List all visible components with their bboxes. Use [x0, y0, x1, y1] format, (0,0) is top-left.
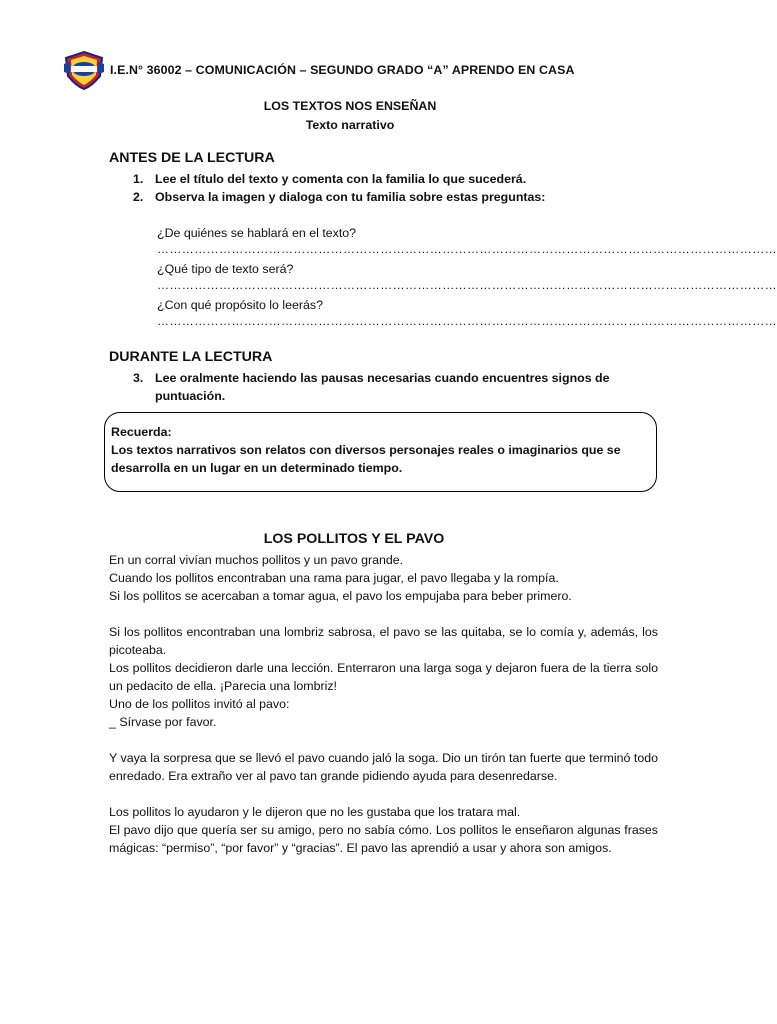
title-block — [0, 97, 700, 135]
paragraph-gap — [109, 785, 658, 803]
subtitle: Texto narrativo — [305, 118, 395, 132]
answer-line-2[interactable]: …………………………………………………………………………………………………………………………………… — [157, 278, 777, 292]
school-header-text: I.E.N° 36002 – COMUNICACIÓN – SEGUNDO GRADO “A” APRENDO EN CASA — [110, 63, 575, 77]
recuerda-label: Recuerda: — [111, 425, 172, 439]
document-header — [62, 50, 575, 90]
story-paragraph: El pavo dijo que quería ser su amigo, pero no sabía cómo. Los pollitos le enseñaron algunas frases mágicas: “permiso”, “por favor” y “gracias”. El pavo las aprendió a usar y ahora son amigos. — [109, 823, 658, 855]
answer-line-1[interactable]: …………………………………………………………………………………………………………………………………… — [157, 242, 777, 256]
paragraph-gap — [109, 731, 658, 749]
story-paragraph: _ Sírvase por favor. — [109, 715, 217, 729]
durante-heading: DURANTE LA LECTURA — [109, 349, 273, 365]
list-item-text: Lee oralmente haciendo las pausas necesarias cuando encuentres signos de — [155, 371, 610, 385]
question-1: ¿De quiénes se hablará en el texto? — [157, 226, 357, 240]
story-paragraph: Cuando los pollitos encontraban una rama para jugar, el pavo llegaba y la rompía. — [109, 571, 559, 585]
story-paragraph: Los pollitos decidieron darle una lección. Enterraron una larga soga y dejaron fuera de la tierra solo un pedacito de ella. ¡Parecia una lombriz! — [109, 661, 658, 693]
story-paragraph: Si los pollitos encontraban una lombriz sabrosa, el pavo se las quitaba, se lo comía y, además, los picoteaba. — [109, 625, 658, 657]
antes-list — [133, 170, 545, 206]
durante-list — [133, 369, 610, 405]
list-item: 1. Lee el título del texto y comenta con la familia lo que sucederá. — [133, 172, 527, 186]
list-item-text: Observa la imagen y dialoga con tu familia sobre estas preguntas: — [155, 190, 546, 204]
story-body — [109, 551, 658, 857]
list-item: 3. Lee oralmente haciendo las pausas necesarias cuando encuentres signos de — [133, 371, 610, 385]
story-paragraph: Uno de los pollitos invitó al pavo: — [109, 697, 290, 711]
recuerda-box — [104, 412, 657, 492]
story-paragraph: Y vaya la sorpresa que se llevó el pavo cuando jaló la soga. Dio un tirón tan fuerte que terminó todo enredado. Era extraño ver al pavo tan grande pidiendo ayuda para desenredarse. — [109, 751, 658, 783]
story-title: LOS POLLITOS Y EL PAVO — [263, 531, 445, 547]
list-item: 2. Observa la imagen y dialoga con tu familia sobre estas preguntas: — [133, 190, 546, 204]
recuerda-line-2: desarrolla en un lugar en un determinado tiempo. — [111, 461, 403, 475]
answer-line-3[interactable]: …………………………………………………………………………………………………………………………………… — [157, 314, 777, 328]
story-paragraph: Los pollitos lo ayudaron y le dijeron que no les gustaba que los tratara mal. — [109, 805, 521, 819]
question-3: ¿Con qué propósito lo leerás? — [157, 298, 323, 312]
list-item-continuation: puntuación. — [155, 389, 226, 403]
recuerda-line-1: Los textos narrativos son relatos con diversos personajes reales o imaginarios que se — [111, 443, 621, 457]
antes-heading: ANTES DE LA LECTURA — [109, 150, 275, 166]
paragraph-gap — [109, 605, 658, 623]
story-paragraph: En un corral vivían muchos pollitos y un pavo grande. — [109, 553, 404, 567]
question-2: ¿Qué tipo de texto será? — [157, 262, 294, 276]
main-title: LOS TEXTOS NOS ENSEÑAN — [263, 99, 437, 113]
school-crest-logo — [62, 50, 106, 90]
story-paragraph: Si los pollitos se acercaban a tomar agua, el pavo los empujaba para beber primero. — [109, 589, 572, 603]
list-item-text: Lee el título del texto y comenta con la familia lo que sucederá. — [155, 172, 527, 186]
